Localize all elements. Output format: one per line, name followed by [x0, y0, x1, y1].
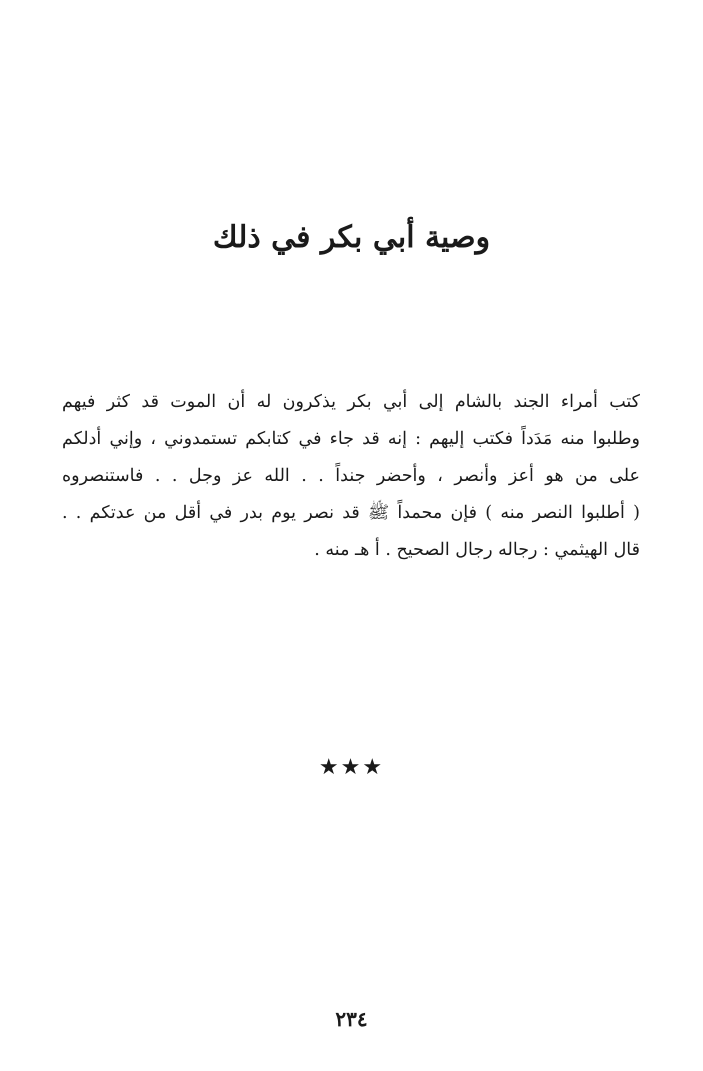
paragraph-line: ( أطلبوا النصر منه ) فإن محمداً ﷺ قد نصر يوم بدر في أقل من عدتكم . .	[62, 503, 640, 523]
paragraph-line: وطلبوا منه مَدَداً فكتب إليهم : إنه قد جاء في كتابكم تستمدوني ، وإني أدلكم	[62, 429, 640, 449]
paragraph-line: قال الهيثمي : رجاله رجال الصحيح . أ هـ منه .	[314, 540, 640, 560]
paragraph-line: على من هو أعز وأنصر ، وأحضر جنداً . . الله عز وجل . . فاستنصروه	[62, 466, 640, 486]
body-paragraph	[62, 384, 640, 569]
star-separator: ★★★	[318, 755, 385, 780]
paragraph-line: كتب أمراء الجند بالشام إلى أبي بكر يذكرون له أن الموت قد كثر فيهم	[62, 392, 640, 412]
section-heading: وصية أبي بكر في ذلك	[212, 220, 491, 255]
page-number: ٢٣٤	[335, 1007, 368, 1031]
